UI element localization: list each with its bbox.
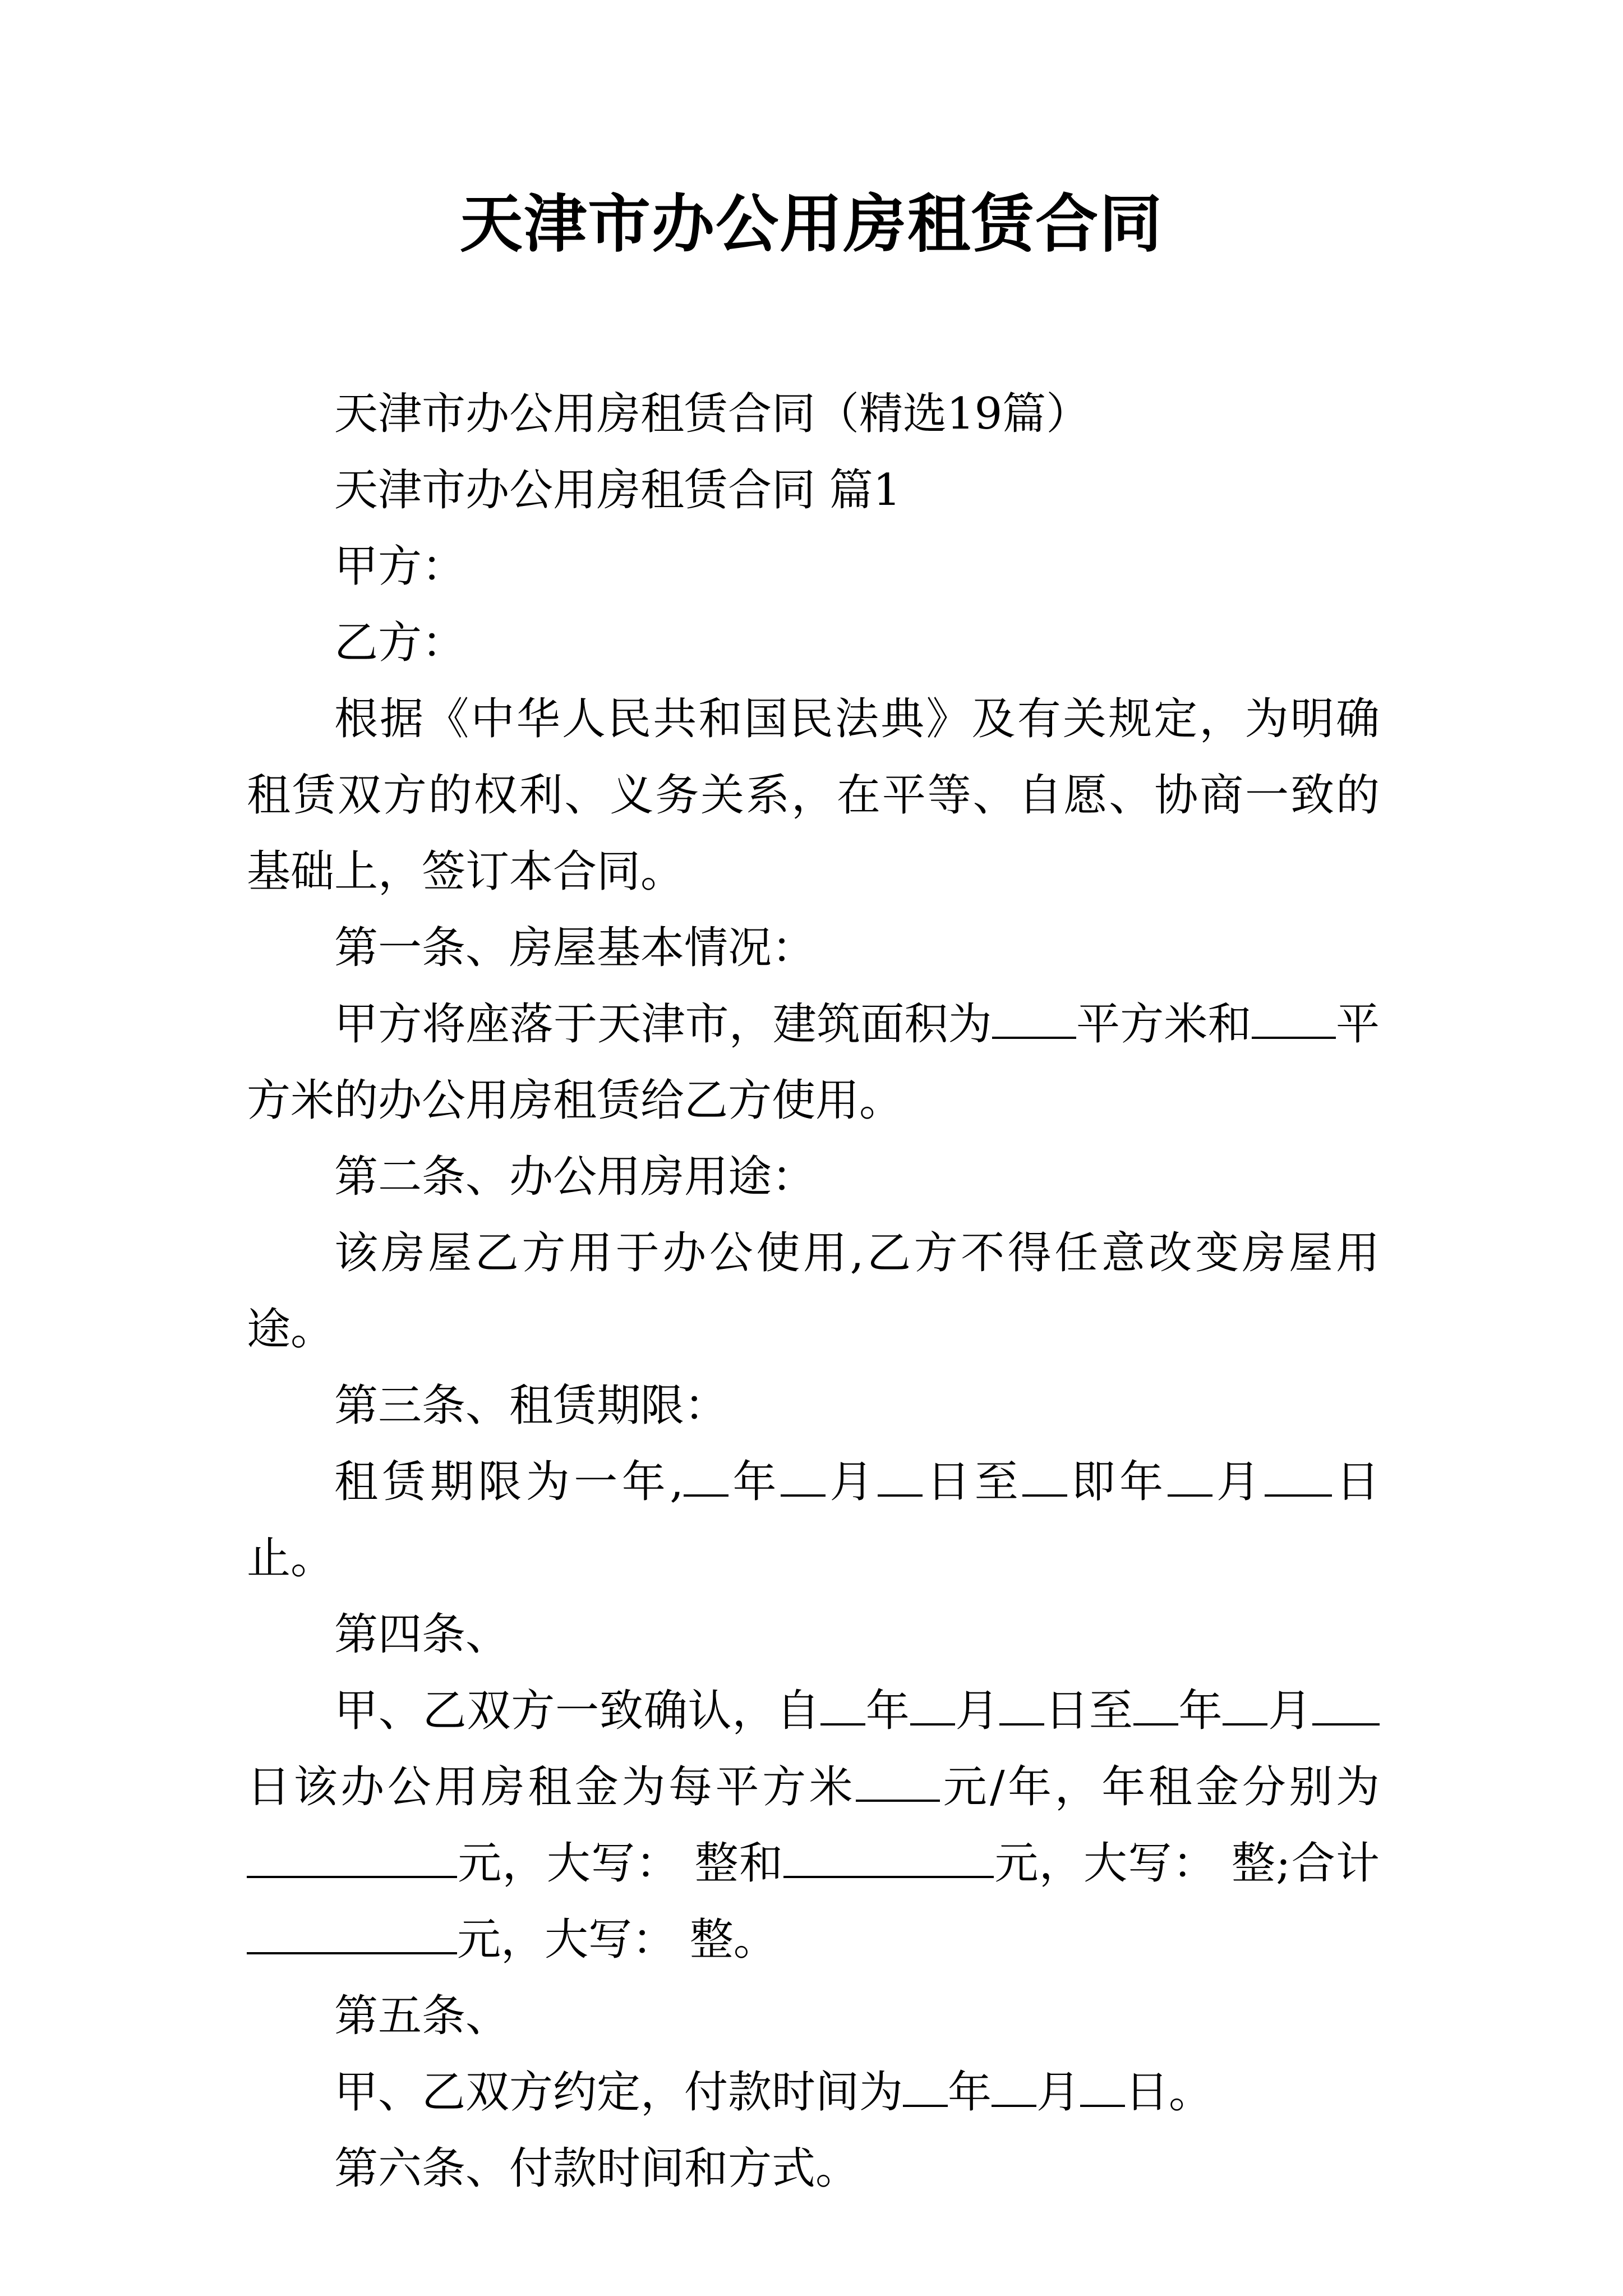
rent-total-blank xyxy=(247,1913,457,1954)
art1-text-c: 平方米的办公用房租赁给乙方使用。 xyxy=(247,999,1380,1126)
art4-yue: 月 xyxy=(955,1686,1000,1736)
art4-ri-zhi: 日至 xyxy=(1044,1686,1133,1736)
blank xyxy=(999,1684,1044,1726)
party-a-label: 甲方： xyxy=(334,541,466,592)
art3-nian: 年 xyxy=(728,1457,781,1507)
blank xyxy=(1312,1684,1380,1726)
art4-text-a: 甲、乙双方一致确认，自 xyxy=(334,1686,820,1736)
article-4-title: 第四条、 xyxy=(334,1609,510,1660)
art4-text-c: 元/年，年租金分别为 xyxy=(940,1762,1380,1812)
rent-per-sqm-blank xyxy=(856,1760,940,1802)
art4-nian2: 年 xyxy=(1178,1686,1223,1736)
art1-text-b: 平方米和 xyxy=(1076,999,1252,1050)
art4-text-f: 元，大写： 整。 xyxy=(457,1915,777,1965)
blank xyxy=(903,2065,948,2107)
art5-yue: 月 xyxy=(1036,2067,1081,2118)
blank xyxy=(992,2065,1036,2107)
subtitle: 天津市办公用房租赁合同（精选19篇） xyxy=(334,389,1090,439)
area-blank-1 xyxy=(992,997,1076,1039)
article-2-body: 该房屋乙方用于办公使用,乙方不得任意改变房屋用途。 xyxy=(247,1228,1380,1355)
blank xyxy=(684,1455,728,1497)
section-heading: 天津市办公用房租赁合同 篇1 xyxy=(334,465,901,516)
document-title: 天津市办公用房租赁合同 xyxy=(460,187,1163,261)
art4-nian: 年 xyxy=(865,1686,910,1736)
art1-text-a: 甲方将座落于天津市，建筑面积为 xyxy=(334,999,992,1050)
blank xyxy=(1223,1684,1267,1726)
article-3-body xyxy=(247,1444,1380,1596)
art4-text-d: 元，大写： 整和 xyxy=(457,1838,784,1889)
rent-amount-blank-1 xyxy=(247,1837,457,1878)
art4-text-b: 日该办公用房租金为每平方米 xyxy=(247,1762,856,1812)
area-blank-2 xyxy=(1252,997,1336,1039)
art3-yue: 月 xyxy=(825,1457,878,1507)
article-5-title: 第五条、 xyxy=(334,1991,510,2041)
art5-text-a: 甲、乙双方约定，付款时间为 xyxy=(334,2067,903,2118)
art3-ji-nian: 即年 xyxy=(1067,1457,1168,1507)
article-6-title: 第六条、付款时间和方式。 xyxy=(334,2143,860,2194)
blank xyxy=(1265,1455,1332,1497)
blank xyxy=(1022,1455,1067,1497)
blank xyxy=(878,1455,923,1497)
art4-yue2: 月 xyxy=(1267,1686,1312,1736)
blank xyxy=(1133,1684,1178,1726)
article-2-title: 第二条、办公用房用途： xyxy=(334,1152,816,1202)
article-1-title: 第一条、房屋基本情况： xyxy=(334,923,816,973)
art3-text-a: 租赁期限为一年, xyxy=(334,1457,684,1507)
party-b-label: 乙方： xyxy=(334,618,466,668)
intro-paragraph: 根据《中华人民共和国民法典》及有关规定，为明确租赁双方的权利、义务关系，在平等、自愿、协商一致的基础上，签订本合同。 xyxy=(247,694,1380,897)
blank xyxy=(1168,1455,1212,1497)
article-3-title: 第三条、租赁期限： xyxy=(334,1381,728,1431)
document-body xyxy=(247,376,1380,2207)
art4-text-e: 元，大写： 整;合计 xyxy=(994,1838,1380,1889)
blank xyxy=(781,1455,826,1497)
blank xyxy=(820,1684,865,1726)
art5-ri: 日。 xyxy=(1125,2067,1213,2118)
article-5-body xyxy=(247,2054,1380,2131)
article-1-body xyxy=(247,986,1380,1139)
blank xyxy=(1080,2065,1125,2107)
rent-amount-blank-2 xyxy=(783,1837,994,1878)
article-4-body xyxy=(247,1673,1380,1978)
art3-ri-zhi-end: 日止。 xyxy=(247,1457,1380,1584)
art3-ri-zhi: 日至 xyxy=(922,1457,1023,1507)
art3-yue2: 月 xyxy=(1212,1457,1265,1507)
art5-nian: 年 xyxy=(948,2067,992,2118)
blank xyxy=(910,1684,955,1726)
